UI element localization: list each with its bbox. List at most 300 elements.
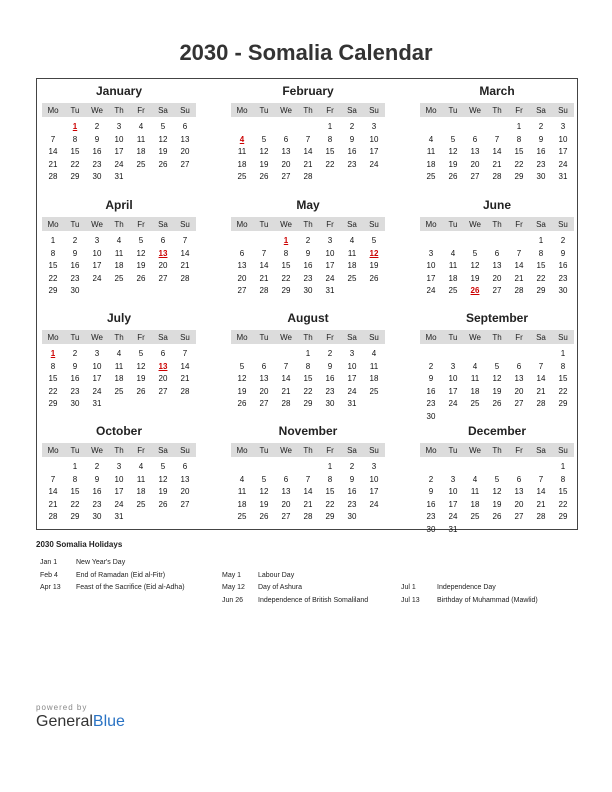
day-cell: 23 — [426, 399, 436, 408]
day-cell: 2 — [428, 474, 434, 484]
day-cell: 27 — [514, 512, 524, 521]
day-cell: 14 — [303, 487, 313, 496]
day-cell: 6 — [160, 236, 166, 245]
powered-by-text: powered by — [36, 703, 88, 712]
day-cell: 17 — [558, 147, 568, 156]
weekday-label: Su — [369, 332, 379, 342]
day-cell: 29 — [48, 399, 58, 408]
weekday-label: Su — [369, 219, 379, 229]
days-grid — [42, 121, 196, 184]
days-grid — [420, 461, 574, 536]
day-cell: 19 — [492, 499, 502, 509]
day-cell: 30 — [70, 286, 80, 295]
weekday-label: Tu — [70, 219, 80, 229]
weekday-label: Th — [114, 445, 124, 455]
day-cell: 31 — [114, 512, 124, 521]
day-cell: 12 — [259, 147, 269, 156]
weekday-label: Tu — [259, 445, 269, 455]
weekday-label: We — [469, 105, 481, 115]
weekday-label: Su — [180, 332, 190, 342]
day-cell: 8 — [72, 474, 78, 484]
holiday-name: Independence of British Somaliland — [258, 596, 369, 604]
day-cell: 8 — [50, 248, 56, 258]
day-cell: 23 — [303, 273, 313, 283]
empty-cell — [420, 461, 442, 474]
day-cell: 17 — [92, 261, 102, 270]
day-cell: 16 — [70, 261, 80, 270]
day-cell: 20 — [470, 159, 480, 169]
empty-cell — [297, 461, 319, 474]
day-cell: 12 — [448, 147, 458, 156]
weekday-label: We — [91, 105, 103, 115]
day-cell: 6 — [261, 361, 267, 371]
day-cell: 10 — [558, 134, 568, 144]
holiday-date: May 12 — [222, 584, 245, 591]
day-cell: 21 — [514, 273, 524, 283]
day-cell: 6 — [283, 134, 289, 144]
month-name: May — [296, 198, 320, 212]
holiday-item — [40, 570, 185, 583]
day-cell: 8 — [72, 134, 78, 144]
day-cell: 13 — [470, 147, 480, 156]
day-cell: 30 — [426, 411, 436, 421]
day-cell: 10 — [114, 474, 124, 484]
day-cell: 18 — [136, 147, 146, 156]
day-cell: 25 — [237, 512, 247, 521]
day-cell: 11 — [369, 361, 379, 371]
day-cell: 23 — [70, 386, 80, 396]
empty-cell — [442, 235, 464, 248]
day-cell: 12 — [136, 361, 146, 371]
day-cell: 20 — [492, 273, 502, 283]
weekday-label: Mo — [236, 332, 248, 342]
weekday-label: We — [91, 445, 103, 455]
holiday-name: Labour Day — [258, 571, 295, 579]
day-cell: 13 — [237, 261, 247, 270]
day-cell: 26 — [369, 273, 379, 283]
weekday-label: Tu — [70, 332, 80, 342]
day-cell: 5 — [160, 122, 166, 131]
day-cell: 30 — [92, 172, 102, 181]
day-cell: 2 — [560, 236, 566, 245]
weekday-label: Th — [303, 219, 313, 229]
day-cell: 21 — [48, 499, 58, 509]
weekday-label: Th — [492, 445, 502, 455]
month-0 — [42, 84, 196, 184]
day-cell: 4 — [349, 236, 355, 245]
day-cell: 24 — [114, 499, 124, 509]
day-cell: 14 — [180, 361, 190, 371]
day-cell: 29 — [70, 512, 80, 521]
day-cell: 5 — [494, 474, 500, 484]
weekday-label: Th — [114, 219, 124, 229]
day-cell: 26 — [259, 172, 269, 181]
day-cell: 16 — [92, 487, 102, 496]
empty-cell — [231, 235, 253, 248]
day-cell: 13 — [180, 134, 190, 144]
holidays-heading: 2030 Somalia Holidays — [36, 540, 123, 549]
empty-cell — [442, 461, 464, 474]
day-cell: 12 — [237, 374, 247, 383]
day-cell: 1 — [50, 236, 56, 245]
weekday-label: Mo — [47, 219, 59, 229]
weekday-label: Sa — [536, 332, 546, 342]
day-cell: 30 — [426, 524, 436, 534]
day-cell: 3 — [94, 349, 100, 358]
day-cell: 6 — [160, 349, 166, 358]
days-grid — [420, 348, 574, 423]
days-grid — [42, 235, 196, 298]
holiday-item — [222, 582, 368, 595]
day-cell: 9 — [94, 134, 100, 144]
day-cell: 6 — [283, 474, 289, 484]
day-cell: 3 — [560, 122, 566, 131]
weekday-label: Tu — [448, 219, 458, 229]
empty-cell — [420, 348, 442, 361]
day-cell: 11 — [448, 261, 458, 270]
day-cell: 26 — [492, 512, 502, 521]
day-cell: 21 — [303, 499, 313, 509]
days-grid — [231, 461, 385, 524]
day-cell: 16 — [426, 386, 436, 396]
day-cell: 24 — [426, 286, 436, 295]
day-cell: 1 — [327, 462, 333, 471]
day-cell: 6 — [182, 462, 188, 471]
day-cell: 28 — [536, 512, 546, 521]
month-10 — [231, 424, 385, 524]
weekday-label: We — [469, 332, 481, 342]
day-cell: 26 — [158, 499, 168, 509]
weekday-label: Th — [114, 105, 124, 115]
day-cell: 2 — [428, 361, 434, 371]
empty-cell — [297, 121, 319, 134]
month-11 — [420, 424, 574, 536]
weekday-label: Fr — [137, 332, 145, 342]
day-cell: 15 — [536, 261, 546, 270]
day-cell: 5 — [160, 462, 166, 471]
day-cell: 13 — [492, 261, 502, 270]
day-cell: 28 — [281, 399, 291, 408]
empty-cell — [253, 348, 275, 361]
day-cell: 9 — [560, 248, 566, 258]
day-cell: 14 — [303, 147, 313, 156]
day-cell: 29 — [281, 286, 291, 295]
day-cell: 3 — [371, 122, 377, 131]
weekday-label: We — [280, 105, 292, 115]
day-cell: 19 — [369, 261, 379, 270]
month-name: September — [465, 311, 529, 325]
day-cell: 4 — [138, 122, 144, 131]
day-cell: 6 — [182, 122, 188, 131]
holiday-name: Birthday of Muhammad (Mawlid) — [437, 596, 538, 604]
day-cell: 2 — [94, 462, 100, 471]
day-cell: 30 — [92, 512, 102, 521]
month-6 — [42, 311, 196, 411]
day-cell: 16 — [325, 374, 335, 383]
empty-cell — [486, 348, 508, 361]
day-cell: 25 — [114, 273, 124, 283]
empty-cell — [253, 461, 275, 474]
weekday-label: Su — [558, 332, 568, 342]
holiday-day: 13 — [158, 361, 168, 371]
day-cell: 6 — [516, 474, 522, 484]
empty-cell — [464, 121, 486, 134]
holiday-date: Jan 1 — [40, 559, 58, 566]
day-cell: 23 — [325, 386, 335, 396]
day-cell: 19 — [470, 273, 480, 283]
day-cell: 24 — [369, 159, 379, 169]
day-cell: 15 — [325, 147, 335, 156]
weekday-label: Mo — [425, 445, 437, 455]
day-cell: 20 — [158, 261, 168, 270]
day-cell: 19 — [492, 386, 502, 396]
month-name: April — [105, 198, 133, 212]
empty-cell — [486, 461, 508, 474]
day-cell: 16 — [347, 147, 357, 156]
weekday-label: Th — [303, 105, 313, 115]
weekday-label: Su — [558, 219, 568, 229]
day-cell: 1 — [72, 462, 78, 471]
day-cell: 25 — [426, 172, 436, 181]
day-cell: 13 — [281, 147, 291, 156]
weekday-header — [42, 217, 196, 231]
day-cell: 5 — [371, 236, 377, 245]
day-cell: 22 — [48, 273, 58, 283]
holiday-day: 1 — [50, 349, 56, 358]
day-cell: 19 — [136, 374, 146, 383]
day-cell: 9 — [72, 248, 78, 258]
day-cell: 2 — [72, 349, 78, 358]
day-cell: 4 — [116, 236, 122, 245]
day-cell: 30 — [325, 399, 335, 408]
day-cell: 22 — [48, 386, 58, 396]
empty-cell — [442, 121, 464, 134]
day-cell: 18 — [114, 261, 124, 270]
weekday-label: Su — [369, 105, 379, 115]
day-cell: 19 — [136, 261, 146, 270]
day-cell: 17 — [369, 487, 379, 496]
weekday-label: Su — [180, 219, 190, 229]
day-cell: 8 — [560, 474, 566, 484]
weekday-label: Th — [303, 332, 313, 342]
day-cell: 2 — [349, 462, 355, 471]
day-cell: 25 — [347, 273, 357, 283]
day-cell: 14 — [259, 261, 269, 270]
day-cell: 26 — [136, 386, 146, 396]
day-cell: 10 — [448, 374, 458, 383]
day-cell: 2 — [538, 122, 544, 131]
day-cell: 28 — [514, 286, 524, 295]
weekday-label: Tu — [448, 105, 458, 115]
day-cell: 3 — [116, 462, 122, 471]
day-cell: 27 — [237, 286, 247, 295]
day-cell: 18 — [237, 499, 247, 509]
day-cell: 10 — [426, 261, 436, 270]
days-grid — [42, 461, 196, 524]
weekday-label: Mo — [425, 332, 437, 342]
day-cell: 11 — [136, 474, 146, 484]
day-cell: 13 — [514, 374, 524, 383]
day-cell: 8 — [50, 361, 56, 371]
day-cell: 9 — [428, 487, 434, 496]
day-cell: 12 — [158, 474, 168, 484]
days-grid — [231, 348, 385, 411]
day-cell: 11 — [426, 147, 436, 156]
day-cell: 21 — [48, 159, 58, 169]
weekday-label: Tu — [259, 219, 269, 229]
day-cell: 11 — [237, 487, 247, 496]
weekday-label: Fr — [515, 105, 523, 115]
day-cell: 17 — [92, 374, 102, 383]
day-cell: 22 — [325, 499, 335, 509]
day-cell: 28 — [536, 399, 546, 408]
weekday-label: Sa — [536, 219, 546, 229]
weekday-label: We — [469, 445, 481, 455]
day-cell: 5 — [450, 134, 456, 144]
holiday-day: 1 — [72, 122, 78, 131]
day-cell: 22 — [303, 386, 313, 396]
day-cell: 25 — [237, 172, 247, 181]
weekday-label: We — [91, 219, 103, 229]
weekday-header — [42, 103, 196, 117]
weekday-label: Fr — [515, 219, 523, 229]
weekday-label: Sa — [347, 332, 357, 342]
day-cell: 16 — [347, 487, 357, 496]
day-cell: 26 — [237, 399, 247, 408]
day-cell: 6 — [239, 248, 245, 258]
holiday-column — [401, 582, 538, 607]
weekday-label: Sa — [158, 105, 168, 115]
day-cell: 9 — [305, 248, 311, 258]
day-cell: 26 — [448, 172, 458, 181]
month-2 — [420, 84, 574, 184]
day-cell: 20 — [237, 273, 247, 283]
month-name: February — [282, 84, 334, 98]
holiday-item — [401, 582, 538, 595]
weekday-label: Su — [558, 105, 568, 115]
day-cell: 9 — [538, 134, 544, 144]
day-cell: 3 — [94, 236, 100, 245]
day-cell: 7 — [182, 349, 188, 358]
weekday-label: Fr — [326, 445, 334, 455]
brand-logo[interactable] — [36, 713, 125, 731]
holiday-date: Feb 4 — [40, 571, 58, 579]
day-cell: 25 — [136, 159, 146, 169]
day-cell: 27 — [470, 172, 480, 181]
holiday-day: 1 — [283, 236, 289, 245]
day-cell: 7 — [261, 248, 267, 258]
empty-cell — [464, 461, 486, 474]
day-cell: 11 — [114, 248, 124, 258]
weekday-label: Tu — [259, 105, 269, 115]
day-cell: 20 — [281, 159, 291, 169]
day-cell: 27 — [514, 399, 524, 408]
month-name: July — [106, 311, 131, 325]
day-cell: 15 — [48, 374, 58, 383]
holiday-date: Jul 13 — [401, 596, 420, 604]
weekday-label: Fr — [326, 219, 334, 229]
day-cell: 25 — [136, 499, 146, 509]
empty-cell — [231, 348, 253, 361]
day-cell: 11 — [470, 487, 480, 496]
day-cell: 4 — [472, 361, 478, 371]
weekday-label: Tu — [70, 105, 80, 115]
day-cell: 31 — [114, 172, 124, 181]
day-cell: 16 — [426, 499, 436, 509]
weekday-label: Su — [180, 445, 190, 455]
day-cell: 21 — [180, 261, 190, 270]
day-cell: 17 — [426, 273, 436, 283]
weekday-label: Su — [180, 105, 190, 115]
day-cell: 22 — [70, 499, 80, 509]
day-cell: 27 — [281, 172, 291, 181]
weekday-label: Mo — [425, 105, 437, 115]
day-cell: 5 — [239, 361, 245, 371]
day-cell: 15 — [303, 374, 313, 383]
month-name: December — [467, 424, 527, 438]
day-cell: 19 — [448, 159, 458, 169]
weekday-label: Sa — [347, 445, 357, 455]
weekday-label: Mo — [425, 219, 437, 229]
holiday-day: 13 — [158, 248, 168, 258]
empty-cell — [275, 121, 297, 134]
month-8 — [420, 311, 574, 423]
day-cell: 20 — [514, 499, 524, 509]
day-cell: 19 — [158, 147, 168, 156]
day-cell: 15 — [325, 487, 335, 496]
day-cell: 21 — [492, 159, 502, 169]
day-cell: 14 — [536, 487, 546, 496]
day-cell: 5 — [261, 134, 267, 144]
empty-cell — [530, 348, 552, 361]
day-cell: 30 — [303, 286, 313, 295]
day-cell: 5 — [494, 361, 500, 371]
weekday-header — [420, 330, 574, 344]
day-cell: 7 — [305, 474, 311, 484]
day-cell: 24 — [114, 159, 124, 169]
weekday-label: Fr — [326, 105, 334, 115]
day-cell: 7 — [50, 474, 56, 484]
day-cell: 2 — [72, 236, 78, 245]
day-cell: 29 — [558, 399, 568, 408]
day-cell: 8 — [283, 248, 289, 258]
day-cell: 27 — [259, 399, 269, 408]
weekday-label: Sa — [536, 445, 546, 455]
weekday-label: Mo — [236, 105, 248, 115]
day-cell: 4 — [371, 349, 377, 358]
empty-cell — [530, 461, 552, 474]
month-7 — [231, 311, 385, 411]
holiday-column — [40, 557, 185, 595]
day-cell: 12 — [492, 487, 502, 496]
weekday-label: Fr — [326, 332, 334, 342]
weekday-label: Fr — [515, 332, 523, 342]
weekday-header — [231, 330, 385, 344]
month-4 — [231, 198, 385, 298]
weekday-label: Fr — [515, 445, 523, 455]
day-cell: 7 — [538, 361, 544, 371]
days-grid — [420, 121, 574, 184]
weekday-label: Fr — [137, 445, 145, 455]
day-cell: 24 — [92, 273, 102, 283]
holiday-date: May 1 — [222, 571, 242, 579]
day-cell: 25 — [470, 399, 480, 408]
day-cell: 6 — [516, 361, 522, 371]
month-name: October — [95, 424, 142, 438]
day-cell: 10 — [92, 361, 102, 371]
weekday-label: Fr — [137, 105, 145, 115]
day-cell: 9 — [428, 374, 434, 383]
